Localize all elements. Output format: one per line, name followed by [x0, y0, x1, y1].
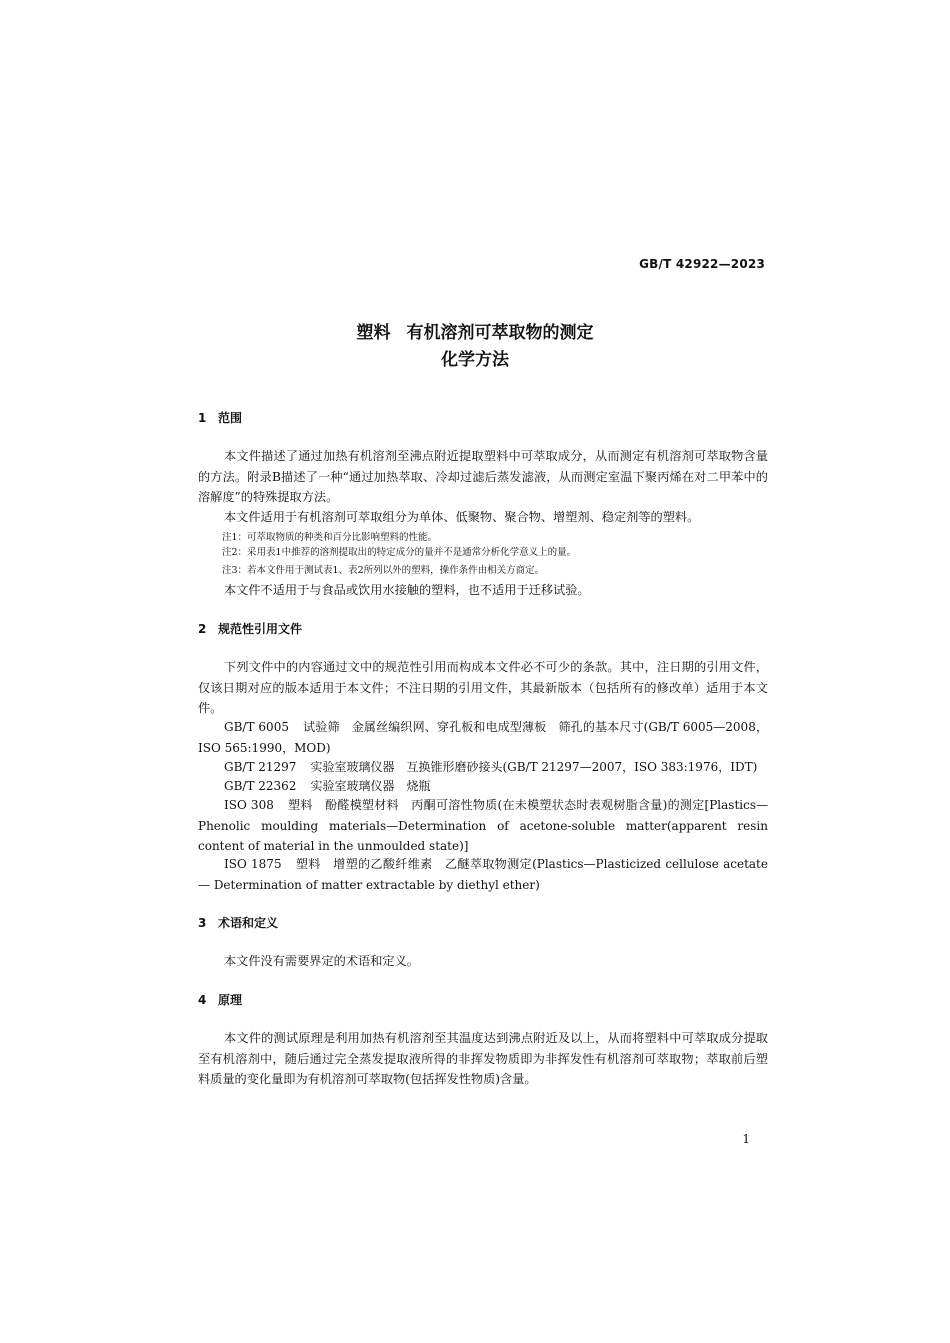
title-part2: 有机溶剂可萃取物的测定 — [406, 323, 594, 343]
document-title-line2: 化学方法 — [441, 350, 509, 370]
section-1-para-1: 本文件描述了通过加热有机溶剂至沸点附近提取塑料中可萃取成分，从而测定有机溶剂可萃取物含量的方法。附录B描述了一种“通过加热萃取、冷却过滤后蒸发滤液，从而测定室温下聚丙烯在对二甲苯中的溶解度”的特殊提取方法。 — [198, 449, 768, 504]
section-title: 原理 — [218, 993, 243, 1007]
page-number: 1 — [742, 1132, 750, 1146]
section-title: 范围 — [218, 411, 243, 425]
ref-title: 塑料 增塑的乙酸纤维素 乙醚萃取物测定(Plastics—Plasticized cellulose acetate — Determination of matter extractable by diethyl ether) — [198, 857, 768, 892]
reference-gbt-6005 — [198, 717, 768, 758]
reference-iso-1875 — [198, 854, 768, 895]
ref-title: 塑料 酚醛模塑材料 丙酮可溶性物质(在未模塑状态时表观树脂含量)的测定[Plastics—Phenolic moulding materials—Determination of acetone-soluble matter(apparent resin content of material in the unmoulded state)] — [198, 798, 768, 853]
ref-title: 实验室玻璃仪器 烧瓶 — [310, 779, 431, 793]
note-2: 注2：采用表1中推荐的溶剂提取出的特定成分的量并不是通常分析化学意义上的量。 — [222, 547, 577, 558]
section-3-para: 本文件没有需要界定的术语和定义。 — [224, 954, 419, 968]
section-2-heading — [198, 620, 302, 638]
ref-code: GB/T 21297 — [224, 760, 297, 774]
section-2-intro: 下列文件中的内容通过文中的规范性引用而构成本文件必不可少的条款。其中，注日期的引用文件，仅该日期对应的版本适用于本文件；不注日期的引用文件，其最新版本（包括所有的修改单）适用于本文件。 — [198, 660, 768, 715]
section-1-para-2: 本文件适用于有机溶剂可萃取组分为单体、低聚物、聚合物、增塑剂、稳定剂等的塑料。 — [224, 510, 700, 524]
title-part1: 塑料 — [356, 323, 391, 343]
section-1-para-3: 本文件不适用于与食品或饮用水接触的塑料，也不适用于迁移试验。 — [224, 583, 590, 597]
ref-code: ISO 308 — [224, 798, 274, 812]
section-number: 2 — [198, 622, 207, 636]
ref-code: GB/T 6005 — [224, 720, 289, 734]
ref-code: ISO 1875 — [224, 857, 282, 871]
note-1: 注1：可萃取物质的种类和百分比影响塑料的性能。 — [222, 532, 438, 543]
section-4-para: 本文件的测试原理是利用加热有机溶剂至其温度达到沸点附近及以上，从而将塑料中可萃取成分提取至有机溶剂中，随后通过完全蒸发提取液所得的非挥发物质即为非挥发性有机溶剂可萃取物；萃取前后塑料质量的变化量即为有机溶剂可萃取物(包括挥发性物质)含量。 — [198, 1031, 768, 1086]
section-number: 1 — [198, 411, 207, 425]
ref-code: GB/T 22362 — [224, 779, 297, 793]
section-title: 术语和定义 — [218, 916, 279, 930]
standard-code: GB/T 42922—2023 — [639, 257, 765, 271]
section-4-heading — [198, 991, 242, 1009]
section-1-heading — [198, 409, 242, 427]
ref-title: 试验筛 金属丝编织网、穿孔板和电成型薄板 筛孔的基本尺寸(GB/T 6005—2008，ISO 565:1990，MOD) — [198, 720, 768, 755]
reference-iso-308 — [198, 795, 768, 857]
reference-gbt-21297 — [198, 757, 768, 778]
note-3: 注3：若本文件用于测试表1、表2所列以外的塑料，操作条件由相关方商定。 — [222, 565, 545, 576]
ref-title: 实验室玻璃仪器 互换锥形磨砂接头(GB/T 21297—2007，ISO 383:1976，IDT) — [310, 760, 758, 774]
document-title-line1 — [0, 320, 950, 347]
section-3-heading — [198, 914, 278, 932]
section-number: 4 — [198, 993, 207, 1007]
section-number: 3 — [198, 916, 207, 930]
reference-gbt-22362 — [198, 776, 768, 797]
section-title: 规范性引用文件 — [218, 622, 303, 636]
